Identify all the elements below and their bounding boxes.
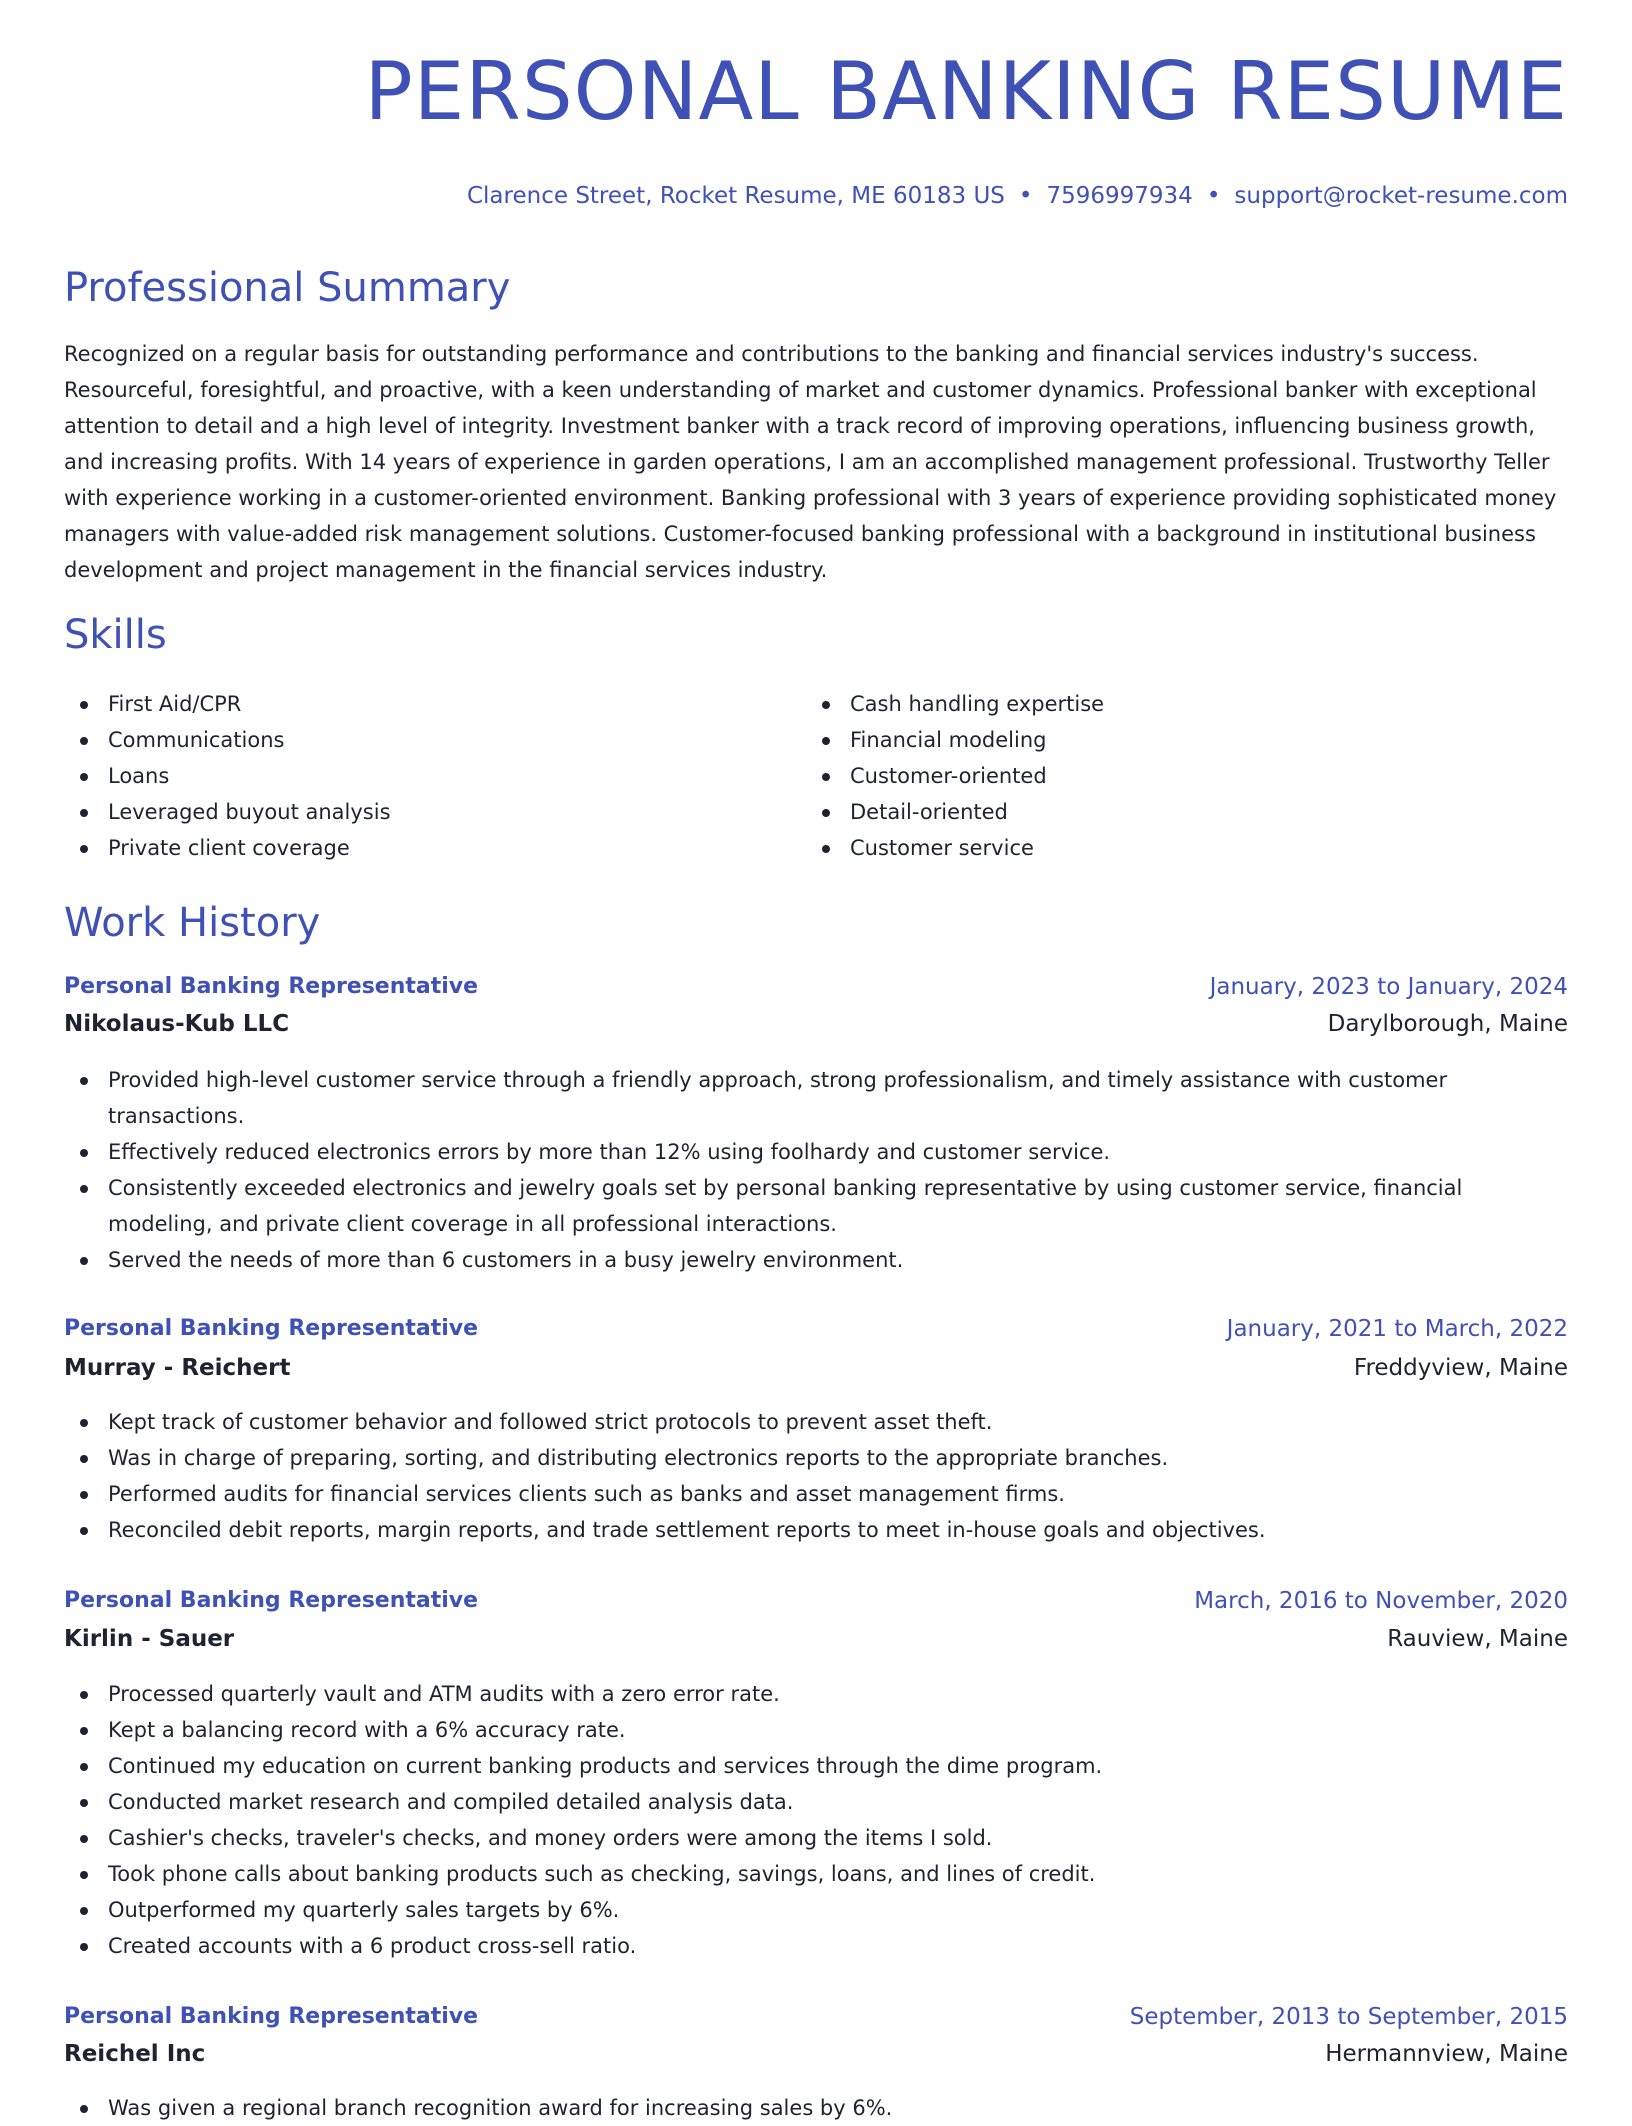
duty-item: Created accounts with a 6 product cross-sell ratio. xyxy=(64,1928,1568,1964)
duty-item: Provided high-level customer service through a friendly approach, strong professionalism, and timely assistance with customer transactions. xyxy=(64,1062,1568,1134)
duty-item: Effectively reduced electronics errors by more than 12% using foolhardy and customer service. xyxy=(64,1134,1568,1170)
summary-text: Recognized on a regular basis for outstanding performance and contributions to the banking and financial services industry's success. Resourceful, foresightful, and proactive, with a keen understanding of market and customer dynamics. Professional banker with exceptional attention to detail and a high level of integrity. Investment banker with a track record of improving operations, influencing business growth, and increasing profits. With 14 years of experience in garden operations, I am an accomplished management professional. Trustworthy Teller with experience working in a customer-oriented environment. Banking professional with 3 years of experience providing sophisticated money managers with value-added risk management solutions. Customer-focused banking professional with a background in institutional business development and project management in the financial services industry. xyxy=(64,342,1557,582)
duty-item: Kept a balancing record with a 6% accuracy rate. xyxy=(64,1712,1568,1748)
duty-item: Kept track of customer behavior and followed strict protocols to prevent asset theft. xyxy=(64,1404,1568,1440)
duty-item: Performed audits for financial services clients such as banks and asset management firms. xyxy=(64,1476,1568,1512)
duty-item: Consistently exceeded electronics and jewelry goals set by personal banking representative by using customer service, financial modeling, and private client coverage in all professional interactions. xyxy=(64,1170,1568,1242)
duty-item: Was given a regional branch recognition award for increasing sales by 6%. xyxy=(64,2090,1568,2126)
contact-email[interactable]: support@rocket-resume.com xyxy=(1234,183,1568,209)
company-name: Nikolaus-Kub LLC xyxy=(64,1011,290,1037)
job-location: Hermannview, Maine xyxy=(1325,2041,1568,2067)
duty-item: Continued my education on current banking products and services through the dime program. xyxy=(64,1748,1568,1784)
job-dates: January, 2023 to January, 2024 xyxy=(1209,974,1568,1000)
resume-title: PERSONAL BANKING RESUME xyxy=(364,45,1568,138)
skill-item: Detail-oriented xyxy=(806,794,1506,830)
company-name: Murray - Reichert xyxy=(64,1355,291,1381)
job-dates: January, 2021 to March, 2022 xyxy=(1226,1316,1568,1342)
summary-heading: Professional Summary xyxy=(64,265,511,311)
contact-phone: 7596997934 xyxy=(1046,183,1193,209)
contact-separator: • xyxy=(1206,183,1221,209)
duty-item: Processed quarterly vault and ATM audits with a zero error rate. xyxy=(64,1676,1568,1712)
contact-separator: • xyxy=(1018,183,1033,209)
skill-item: Communications xyxy=(64,722,764,758)
job-title: Personal Banking Representative xyxy=(64,1588,479,1613)
duty-item: Conducted market research and compiled detailed analysis data. xyxy=(64,1784,1568,1820)
job-title: Personal Banking Representative xyxy=(64,1316,479,1341)
job-duties xyxy=(64,1676,1568,1964)
job-title: Personal Banking Representative xyxy=(64,974,479,999)
job-location: Darylborough, Maine xyxy=(1327,1011,1568,1037)
skill-item: Financial modeling xyxy=(806,722,1506,758)
company-name: Reichel Inc xyxy=(64,2041,206,2067)
duty-item: Outperformed my quarterly sales targets by 6%. xyxy=(64,1892,1568,1928)
skills-heading: Skills xyxy=(64,612,167,658)
job-duties xyxy=(64,1404,1568,1548)
skills-list-right xyxy=(806,686,1506,866)
duty-item: Was in charge of preparing, sorting, and distributing electronics reports to the appropriate branches. xyxy=(64,1440,1568,1476)
skill-item: Private client coverage xyxy=(64,830,764,866)
job-location: Rauview, Maine xyxy=(1387,1626,1568,1652)
contact-line xyxy=(467,183,1568,209)
skill-item: Customer-oriented xyxy=(806,758,1506,794)
job-location: Freddyview, Maine xyxy=(1353,1355,1568,1381)
skill-item: Cash handling expertise xyxy=(806,686,1506,722)
duty-item: Cashier's checks, traveler's checks, and money orders were among the items I sold. xyxy=(64,1820,1568,1856)
duty-item: Served the needs of more than 6 customers in a busy jewelry environment. xyxy=(64,1242,1568,1278)
job-duties xyxy=(64,2090,1568,2126)
skill-item: Leveraged buyout analysis xyxy=(64,794,764,830)
work-history-heading: Work History xyxy=(64,900,321,946)
job-duties xyxy=(64,1062,1568,1278)
duty-item: Took phone calls about banking products such as checking, savings, loans, and lines of credit. xyxy=(64,1856,1568,1892)
skill-item: Loans xyxy=(64,758,764,794)
skills-list-left xyxy=(64,686,764,866)
job-dates: September, 2013 to September, 2015 xyxy=(1129,2004,1568,2030)
job-dates: March, 2016 to November, 2020 xyxy=(1194,1588,1568,1614)
job-title: Personal Banking Representative xyxy=(64,2004,479,2029)
company-name: Kirlin - Sauer xyxy=(64,1626,235,1652)
contact-address: Clarence Street, Rocket Resume, ME 60183 US xyxy=(466,183,1005,209)
duty-item: Reconciled debit reports, margin reports, and trade settlement reports to meet in-house goals and objectives. xyxy=(64,1512,1568,1548)
skill-item: Customer service xyxy=(806,830,1506,866)
skill-item: First Aid/CPR xyxy=(64,686,764,722)
